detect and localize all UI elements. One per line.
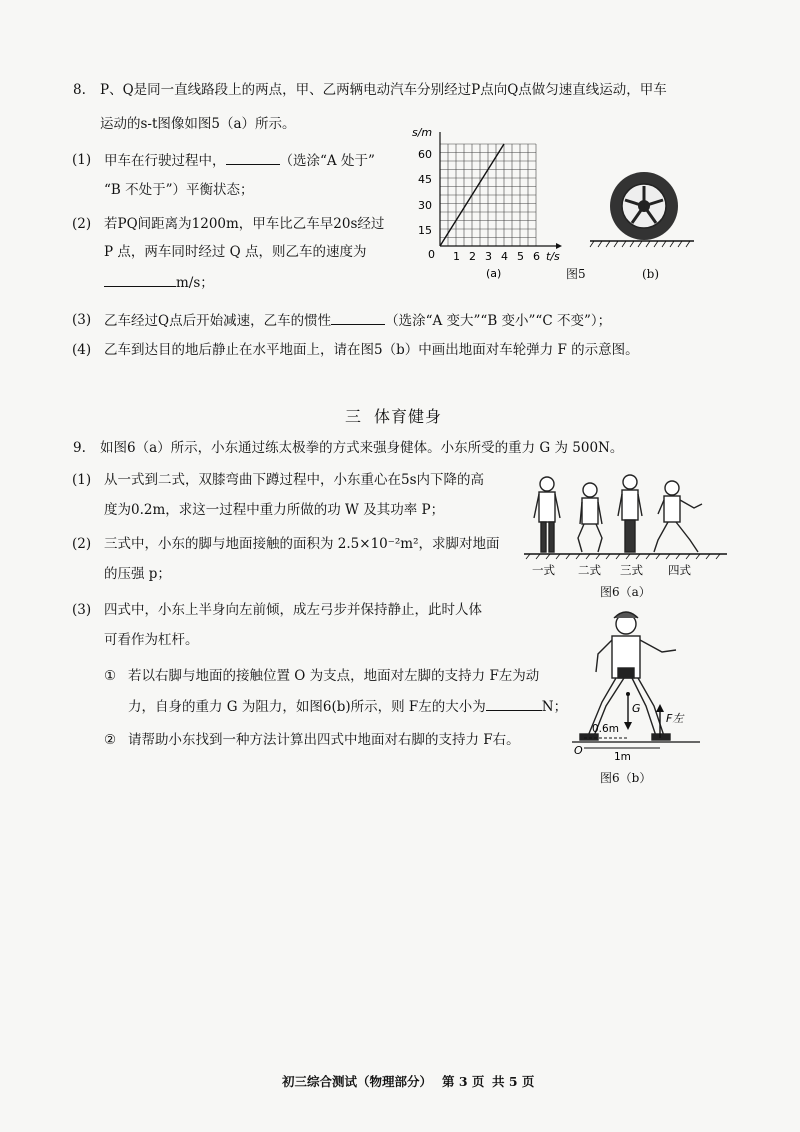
fig6b-label-O: O — [574, 744, 583, 757]
q8-part2-line3 — [104, 272, 214, 293]
q9-sub2-mark: ② — [104, 732, 117, 748]
fig5a-ylabel: s/m — [412, 126, 433, 139]
fig5b-sub-b: (b) — [642, 267, 660, 281]
fig5a-xtick-1: 1 — [453, 250, 460, 263]
q8-part1-lead: 甲车在行驶过程中， — [104, 153, 226, 169]
q9-part3-line2: 可看作为杠杆。 — [104, 632, 199, 648]
q9-sub1-line2 — [128, 696, 567, 717]
fig6a-label-4: 四式 — [668, 563, 691, 577]
q9-part3-line1: 四式中，小东上半身向左前倾，成左弓步并保持静止，此时人体 — [104, 602, 482, 618]
fig5a-ytick-30: 30 — [418, 199, 432, 212]
q9-part2-line2: 的压强 p； — [104, 566, 171, 582]
q8-part3-answer-blank[interactable] — [331, 310, 385, 325]
fig6a-caption: 图6（a） — [600, 585, 651, 599]
q8-part2-unit: m/s； — [176, 275, 214, 291]
fig5a-xtick-3: 3 — [485, 250, 492, 263]
fig6a-label-1: 一式 — [532, 563, 555, 577]
q8-part3-options: （选涂“A 变大”“B 变小”“C 不变”）； — [385, 313, 612, 329]
fig5a-xtick-2: 2 — [469, 250, 476, 263]
fig5a-xlabel: t/s — [546, 250, 560, 263]
fig5b-wheel-figure — [586, 168, 698, 252]
fig5a-xtick-4: 4 — [501, 250, 508, 263]
section-number: 三 — [345, 407, 363, 426]
q8-part3-lead: 乙车经过Q点后开始减速，乙车的惯性 — [104, 313, 332, 329]
q9-part1-number: (1) — [72, 472, 92, 488]
q8-number: 8. — [73, 82, 86, 98]
fig6b-dist-1: 1m — [614, 751, 631, 763]
gravity-arrow-head-icon — [624, 722, 632, 730]
q8-part3-text — [104, 310, 611, 331]
footer-exam-title: 初三综合测试（物理部分） — [282, 1074, 433, 1089]
q8-part2-line1: 若PQ间距离为1200m，甲车比乙车早20s经过 — [104, 216, 385, 232]
q9-sub1-lead: 力，自身的重力 G 为阻力，如图6(b)所示，则 F左的大小为 — [128, 699, 486, 715]
pose-3-person-icon — [618, 475, 642, 552]
fig5a-xtick-5: 5 — [517, 250, 524, 263]
fig6a-label-2: 二式 — [578, 563, 601, 577]
q8-part1-options-cont: “B 不处于”）平衡状态； — [104, 182, 254, 198]
q8-part4-number: (4) — [72, 342, 92, 358]
q9-number: 9. — [73, 440, 86, 456]
pose-4-person-icon — [654, 481, 702, 552]
q8-part2-number: (2) — [72, 216, 92, 232]
q9-part1-line1: 从一式到二式，双膝弯曲下蹲过程中，小东重心在5s内下降的高 — [104, 472, 485, 488]
fig5a-ytick-15: 15 — [418, 224, 432, 237]
q8-part1-number: (1) — [72, 152, 92, 168]
q9-sub1-mark: ① — [104, 668, 117, 684]
q8-part3-number: (3) — [72, 312, 92, 328]
footer-page-number: 第 3 页 — [442, 1074, 485, 1089]
fig6b-caption: 图6（b） — [600, 771, 652, 785]
fig5a-ytick-0: 0 — [428, 248, 435, 261]
fig5a-ytick-45: 45 — [418, 173, 432, 186]
fig5a-ytick-60: 60 — [418, 148, 432, 161]
q9-part3-number: (3) — [72, 602, 92, 618]
fig5a-sub-a: (a) — [486, 267, 502, 280]
fig5a-grid — [440, 144, 536, 246]
q8-part1-options: （选涂“A 处于” — [279, 153, 375, 169]
q9-part1-line2: 度为0.2m，求这一过程中重力所做的功 W 及其功率 P； — [104, 502, 445, 518]
center-of-gravity-dot — [626, 692, 630, 696]
q9-intro: 如图6（a）所示，小东通过练太极拳的方式来强身健体。小东所受的重力 G 为 500N。 — [100, 440, 624, 456]
pose-1-person-icon — [534, 477, 560, 552]
q9-sub1-answer-blank[interactable] — [486, 696, 542, 711]
q8-part2-line2: P 点，两车同时经过 Q 点，则乙车的速度为 — [104, 244, 367, 260]
fig5a-x-arrow-icon — [556, 243, 562, 249]
fig5a-xtick-6: 6 — [533, 250, 540, 263]
footer-total-pages: 共 5 页 — [492, 1074, 535, 1089]
fig6b-label-F-left: F左 — [666, 712, 684, 725]
pose-2-person-icon — [578, 483, 602, 552]
q9-part2-line1: 三式中，小东的脚与地面接触的面积为 2.5×10⁻²m²，求脚对地面 — [104, 536, 500, 552]
q9-sub1-unit: N； — [541, 699, 568, 715]
q8-part1-text — [104, 150, 375, 171]
fig5a-st-graph — [406, 124, 566, 284]
fig6b-dist-06: 0.6m — [592, 723, 619, 735]
q8-part4-text: 乙车到达目的地后静止在水平地面上，请在图5（b）中画出地面对车轮弹力 F 的示意图。 — [104, 342, 639, 358]
q9-sub2-text: 请帮助小东找到一种方法计算出四式中地面对右脚的支持力 F右。 — [128, 732, 520, 748]
q8-intro-line1: P、Q是同一直线路段上的两点，甲、乙两辆电动汽车分别经过P点向Q点做匀速直线运动，甲车 — [100, 82, 667, 98]
fig6a-poses-figure — [522, 468, 732, 580]
section-title: 体育健身 — [374, 407, 443, 426]
fig6a-label-3: 三式 — [620, 563, 643, 577]
q9-part2-number: (2) — [72, 536, 92, 552]
q8-intro-line2: 运动的s-t图像如图5（a）所示。 — [100, 116, 296, 132]
support-force-arrow-head-icon — [656, 704, 664, 712]
q8-part2-answer-blank[interactable] — [104, 272, 176, 287]
fig5b-ground-hatch — [590, 241, 690, 247]
q9-sub1-line1: 若以右脚与地面的接触位置 O 为支点，地面对左脚的支持力 F左为动 — [128, 668, 540, 684]
fig5-caption: 图5 — [566, 267, 586, 281]
fig6b-lever-figure — [566, 606, 706, 774]
q8-part1-answer-blank[interactable] — [226, 150, 280, 165]
fig6b-label-G: G — [632, 702, 641, 715]
wheel-icon — [610, 172, 678, 240]
